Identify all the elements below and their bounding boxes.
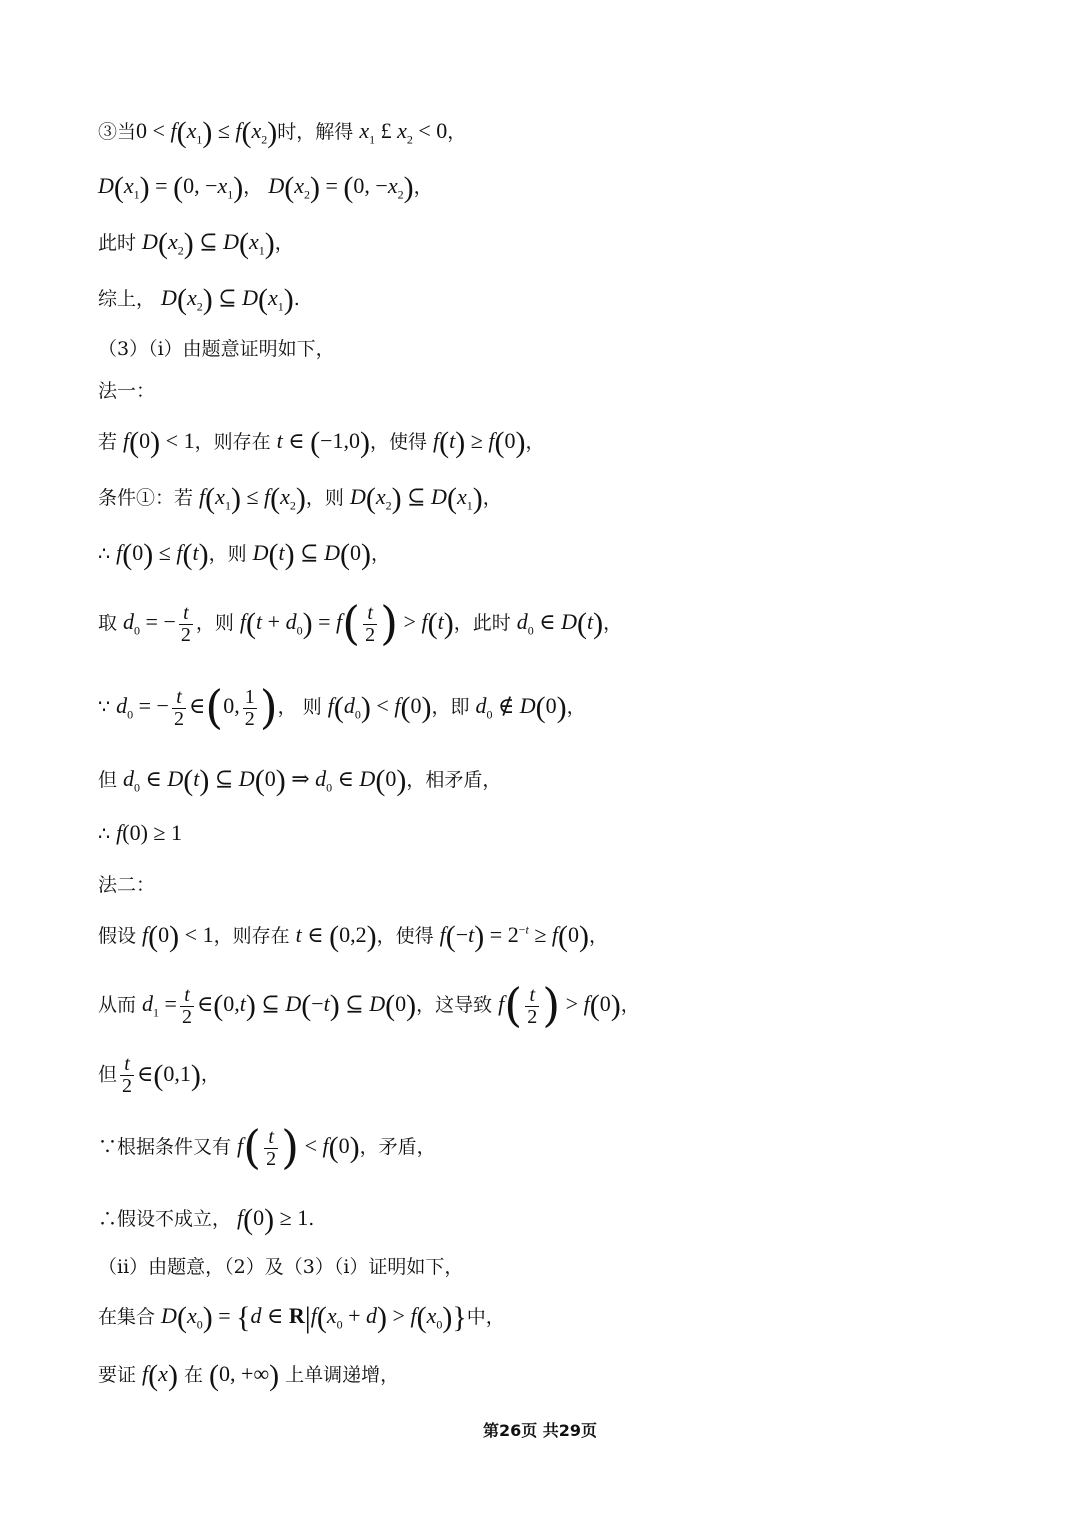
line-3: 此时 $D(x_2)$ ⊆ $D(x_1)$， (98, 227, 294, 260)
line-13: ∴ f(0) ≥ 1 (98, 820, 182, 845)
line-17: 但 $\frac{t}{2}$ ∈(0,1)， (98, 1053, 220, 1097)
line-9: ∴ f(0) ≤ f(t)，则 D(t) ⊆ D(0)， (98, 538, 390, 571)
line-19: ∴假设不成立， f(0) ≥ 1. (98, 1203, 315, 1236)
line-11: ∵ $d_0$ = − $\frac{t}{2}$ ∈(0, $\frac{1}{2}$ )， 则 $f(d_0) < f(0)$，即 $d_0$ ∉ D(0)， (98, 680, 586, 734)
line-20: （ii）由题意，（2）及（3）（i）证明如下， (98, 1256, 464, 1278)
line-14: 法二： (98, 874, 156, 896)
line-22: 要证 f(x) 在 (0, +∞) 上单调递增， (98, 1359, 400, 1392)
line-5: （3）（i）由题意证明如下， (98, 338, 335, 360)
line-7: 若 f(0) < 1，则存在 t ∈ (−1,0)，使得 f(t) ≥ f(0)， (98, 426, 545, 459)
line-15: 假设 f(0) < 1，则存在 t ∈ (0,2)，使得 $f(-t) = 2^{-t} \ge f(0)$， (98, 920, 609, 953)
line-4: 综上， $D(x_2)$ ⊆ $D(x_1)$. (98, 283, 300, 316)
line-12: 但 $d_0$ ∈ D(t) ⊆ D(0) ⇒ $d_0$ ∈ D(0)，相矛盾， (98, 764, 502, 797)
line-18: ∵根据条件又有 f( $\frac{t}{2}$ ) < f(0)，矛盾， (98, 1120, 436, 1174)
line-21: 在集合 $D(x_0) = \{d$ ∈ $R|f(x_0 + d) > f(x_0)$}中， (98, 1301, 505, 1334)
line-6: 法一： (98, 380, 156, 402)
line-2: $D(x_1) = (0$, $-x_1$)， $D(x_2) = (0$, $-x_2$)， (98, 171, 433, 204)
line-1: ③当$0 < f(x_1) \le f(x_2)$时，解得 $x_1$ £ $x_2 < 0$， (98, 116, 467, 149)
line-10: 取 $d_0$ = − $\frac{t}{2}$ ，则 $f(t + d_0) = f$( $\frac{t}{2}$ ) > f(t)，此时 $d_0$ ∈ D(t)， (98, 596, 623, 650)
line-8: 条件①：若 $f(x_1) \le f(x_2)$，则 $D(x_2)$ ⊆ $D(x_1)$， (98, 482, 502, 515)
page-footer: 第26页 共29页 (482, 1421, 598, 1440)
line-16: 从而 $d_1$ = $\frac{t}{2}$ ∈(0,t) ⊆ D(−t) ⊆ D(0)，这导致 f( $\frac{t}{2}$ ) > f(0)， (98, 978, 640, 1032)
